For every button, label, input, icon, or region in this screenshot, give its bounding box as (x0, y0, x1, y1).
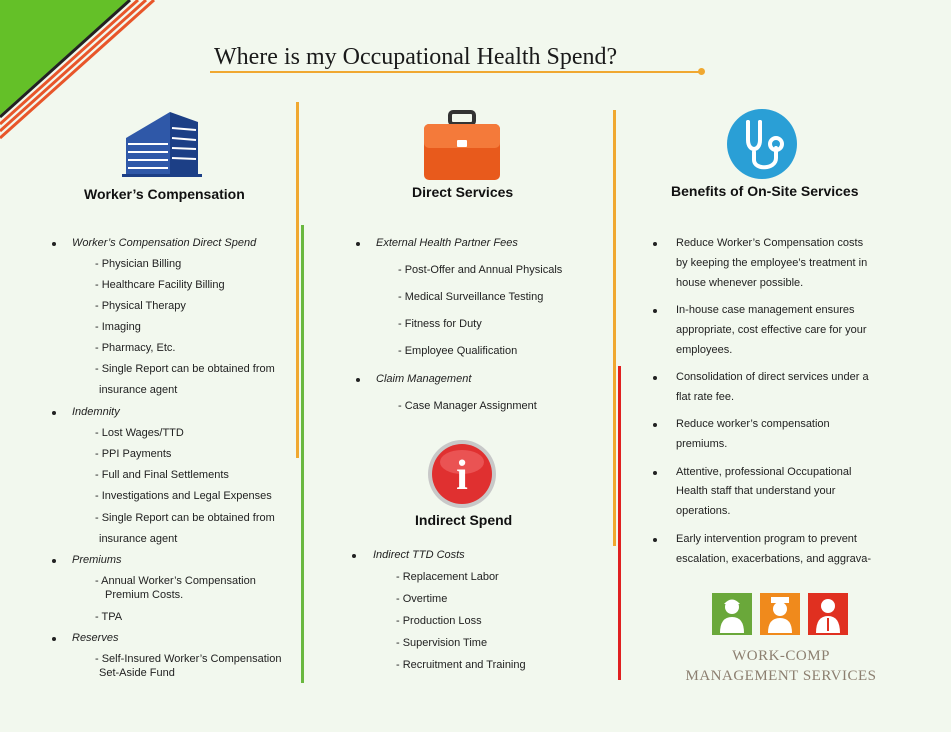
worker-icon (712, 593, 752, 635)
bullet (52, 637, 56, 641)
list-item: Consolidation of direct services under a (676, 371, 869, 383)
info-icon (426, 438, 498, 510)
list-item: - Supervision Time (396, 637, 488, 649)
list-item: - Medical Surveillance Testing (398, 291, 544, 303)
page-title: Where is my Occupational Health Spend? (214, 44, 618, 70)
list-item: - Single Report can be obtained from (95, 512, 275, 524)
heading-benefits: Benefits of On-Site Services (671, 183, 859, 199)
company-name-line2: MANAGEMENT SERVICES (685, 668, 877, 684)
list-item: - Production Loss (396, 615, 482, 627)
building-icon (118, 108, 204, 178)
list-item: Premiums (72, 554, 122, 566)
list-item: Reduce Worker’s Compensation costs (676, 237, 864, 249)
list-item: - Overtime (396, 593, 448, 605)
list-item: - Lost Wages/TTD (95, 427, 184, 439)
list-item: - Physician Billing (95, 258, 182, 270)
list-item: Indirect TTD Costs (373, 549, 465, 561)
list-item: - PPI Payments (95, 448, 172, 460)
list-item: External Health Partner Fees (376, 237, 518, 249)
list-item: house whenever possible. (676, 277, 804, 289)
list-item: - Recruitment and Training (396, 659, 526, 671)
bullet (653, 538, 657, 542)
list-item: Early intervention program to prevent (676, 533, 857, 545)
list-item: - Full and Final Settlements (95, 469, 229, 481)
list-item: Health staff that understand your (676, 485, 836, 497)
list-item: Set-Aside Fund (99, 667, 175, 679)
title-underline-dot (698, 68, 705, 75)
list-item: Reduce worker’s compensation (676, 418, 830, 430)
list-item: by keeping the employee’s treatment in (676, 257, 868, 269)
list-item: insurance agent (99, 533, 178, 545)
divider-orange-left (296, 102, 299, 458)
list-item: flat rate fee. (676, 391, 735, 403)
list-item: - Physical Therapy (95, 300, 186, 312)
divider-red-right (618, 366, 621, 680)
list-item: - Self-Insured Worker’s Compensation (95, 653, 282, 665)
list-item: - Annual Worker’s Compensation (95, 575, 256, 587)
list-item: - Healthcare Facility Billing (95, 279, 225, 291)
bullet (356, 378, 360, 382)
list-item: employees. (676, 344, 733, 356)
list-item: - Employee Qualification (398, 345, 518, 357)
list-item: - Pharmacy, Etc. (95, 342, 176, 354)
list-item: - Imaging (95, 321, 141, 333)
title-underline (210, 71, 702, 73)
bullet (653, 423, 657, 427)
bullet (52, 242, 56, 246)
heading-workers-comp: Worker’s Compensation (84, 186, 245, 202)
heading-indirect-spend: Indirect Spend (415, 512, 513, 528)
list-item: escalation, exacerbations, and aggrava- (676, 553, 872, 565)
list-item: premiums. (676, 438, 728, 450)
list-item: Claim Management (376, 373, 472, 385)
list-item: - Case Manager Assignment (398, 400, 537, 412)
bullet (352, 554, 356, 558)
bullet (653, 242, 657, 246)
list-item: operations. (676, 505, 731, 517)
bullet (52, 411, 56, 415)
list-item: Premium Costs. (105, 589, 184, 601)
list-item: - Replacement Labor (396, 571, 499, 583)
bullet (653, 471, 657, 475)
info-icon-glyph: i (456, 453, 468, 499)
company-name-line1: WORK-COMP (732, 648, 830, 664)
list-item: - TPA (95, 611, 123, 623)
list-item: - Single Report can be obtained from (95, 363, 275, 375)
list-item: Attentive, professional Occupational (676, 466, 852, 478)
bullet (52, 559, 56, 563)
divider-orange-right (613, 110, 616, 546)
bullet (653, 309, 657, 313)
list-item: - Investigations and Legal Expenses (95, 490, 272, 502)
list-item: Reserves (72, 632, 119, 644)
divider-green-left (301, 225, 304, 683)
bullet (653, 376, 657, 380)
doctor-icon (808, 593, 848, 635)
company-logo-tiles (712, 593, 848, 635)
heading-direct-services: Direct Services (412, 184, 514, 200)
list-item: In-house case management ensures (676, 304, 855, 316)
nurse-icon (760, 593, 800, 635)
list-item: Worker’s Compensation Direct Spend (72, 237, 257, 249)
bullet (356, 242, 360, 246)
list-item: insurance agent (99, 384, 178, 396)
list-item: - Post-Offer and Annual Physicals (398, 264, 563, 276)
stethoscope-icon (726, 108, 798, 180)
list-item: - Fitness for Duty (398, 318, 482, 330)
list-item: Indemnity (72, 406, 120, 418)
briefcase-icon (422, 110, 502, 182)
list-item: appropriate, cost effective care for your (676, 324, 867, 336)
